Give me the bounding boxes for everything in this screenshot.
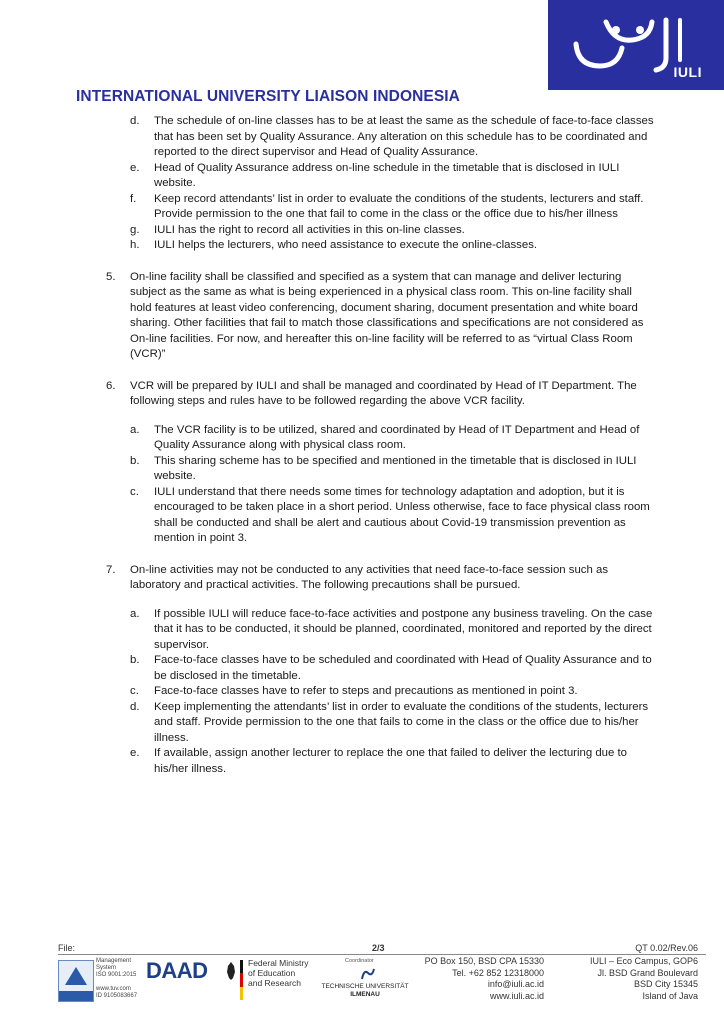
- list-text: Face-to-face classes have to refer to steps and precautions as mentioned in point 3.: [154, 685, 578, 697]
- university-title: INTERNATIONAL UNIVERSITY LIAISON INDONESIA: [76, 88, 460, 105]
- list-text: If available, assign another lecturer to replace the one that failed to deliver the lecturing due to his/her illness.: [154, 747, 628, 775]
- list-text: The VCR facility is to be utilized, shared and coordinated by Head of IT Department and Head of Quality Assurance along with physical class room.: [154, 423, 640, 451]
- list-text: Head of Quality Assurance address on-line schedule in the timetable that is disclosed in IULI website.: [154, 161, 620, 189]
- file-label: File:: [58, 943, 76, 953]
- point-text: VCR will be prepared by IULI and shall be managed and coordinated by Head of IT Department. The following steps and rules have to be followed regarding the above VCR facility.: [130, 379, 637, 407]
- list-marker: g.: [130, 223, 140, 236]
- list-item: [130, 223, 654, 239]
- federal-eagle-icon: [226, 960, 236, 982]
- logo-text: IULI: [673, 64, 702, 80]
- point-marker: 7.: [106, 563, 116, 576]
- list-marker: a.: [130, 607, 140, 620]
- list-item: [130, 161, 654, 192]
- postal-contact: PO Box 150, BSD CPA 15330 Tel. +62 852 12318000 info@iuli.ac.id www.iuli.ac.id: [424, 956, 544, 1001]
- list-marker: e.: [130, 161, 140, 174]
- document-code: QT 0.02/Rev.06: [635, 943, 698, 953]
- list-text: The schedule of on-line classes has to be at least the same as the schedule of face-to-face classes that has been set by Quality Assurance. Any alteration on this schedule has to be coordinated and reported to the direct supervisor and Head of Quality Assurance.: [154, 115, 654, 158]
- bmbf-logo-text: Federal Ministry of Education and Research: [248, 958, 309, 988]
- tuv-certification-icon: [58, 960, 94, 1002]
- list-marker: d.: [130, 115, 140, 127]
- coordinator-label: Coordinator: [345, 958, 374, 964]
- iuli-logo: [548, 0, 724, 90]
- page-footer: [0, 942, 724, 1024]
- point-marker: 5.: [106, 270, 116, 283]
- list-marker: b.: [130, 454, 140, 467]
- list-text: IULI helps the lecturers, who need assistance to execute the online-classes.: [154, 239, 538, 251]
- list-item: [130, 700, 654, 747]
- list-item: [130, 238, 654, 254]
- daad-logo: DAAD: [146, 958, 208, 983]
- list-item: [130, 192, 654, 223]
- list-marker: f.: [130, 192, 137, 205]
- numbered-point-6: [106, 379, 656, 410]
- german-flag-icon: [240, 960, 243, 1000]
- point-text: On-line activities may not be conducted to any activities that need face-to-face session such as laboratory and practical activities. The following precautions shall be pursued.: [130, 563, 609, 591]
- list-item: [130, 607, 654, 654]
- list-marker: d.: [130, 700, 140, 713]
- page-number: 2/3: [372, 943, 385, 953]
- list-marker: h.: [130, 239, 140, 251]
- document-body: [0, 114, 724, 777]
- list-text: This sharing scheme has to be specified and mentioned in the timetable that is disclosed in IULI website.: [154, 454, 637, 482]
- list-item: [130, 684, 654, 700]
- list-marker: a.: [130, 423, 140, 436]
- list-item: [130, 454, 654, 485]
- tu-ilmenau-logo-text: TECHNISCHE UNIVERSITÄT ILMENAU: [321, 983, 409, 998]
- footer-divider: [58, 954, 706, 955]
- point-7-sublist: [0, 607, 724, 778]
- numbered-point-5: [106, 270, 656, 363]
- point-6-sublist: [0, 423, 724, 547]
- list-text: Face-to-face classes have to be scheduled and coordinated with Head of Quality Assurance and to be disclosed in the timetable.: [154, 654, 652, 682]
- list-marker: e.: [130, 747, 140, 759]
- tu-ilmenau-icon: [360, 967, 376, 981]
- list-item: [130, 653, 654, 684]
- point-marker: 6.: [106, 379, 116, 392]
- list-marker: c.: [130, 685, 139, 697]
- list-text: IULI has the right to record all activities in this on-line classes.: [154, 223, 465, 236]
- continued-list: [0, 114, 724, 254]
- list-text: Keep implementing the attendants’ list in order to evaluate the conditions of the students, lecturers and staff. Provide permission to the one that fails to come in the class or the office due to his/her illness.: [154, 700, 649, 744]
- list-text: IULI understand that there needs some times for technology adaptation and adoption, but it is encouraged to be taken place in a short period. Unless otherwise, face to face physical class room shall be conducted and shall be alert and cautious about Covid-19 transmission prevention as mention in point 3.: [154, 485, 650, 544]
- list-item: [130, 485, 654, 547]
- point-text: On-line facility shall be classified and specified as a system that can manage and deliver lecturing subject as the same as what is being experienced in a physical class room. This on-line facility shall hold features at least video conferencing, document sharing, document presentation and white board sharing. Other facilities that fail to match those classifications and specifications are not considered as On-line facilities. For now, and hereafter this on-line facility will be referred to as “virtual Class Room (VCR)”: [130, 270, 644, 360]
- numbered-point-7: [106, 563, 656, 594]
- list-item: [130, 746, 654, 777]
- list-text: Keep record attendants’ list in order to evaluate the conditions of the students, lecturers and staff. Provide permission to the one that fail to come in the class or the office due to his/her illness: [154, 192, 644, 220]
- tuv-certification-text: Management System ISO 9001:2015 www.tuv.com ID 9105083667: [96, 958, 138, 999]
- list-text: If possible IULI will reduce face-to-face activities and postpone any business traveling. On the case that it has to be conducted, it should be planned, coordinated, monitored and reported by the direct supervisor.: [154, 607, 653, 651]
- list-marker: c.: [130, 485, 139, 498]
- list-marker: b.: [130, 654, 140, 666]
- list-item: [130, 423, 654, 454]
- list-item: [130, 114, 654, 161]
- campus-address: IULI – Eco Campus, GOP6 Jl. BSD Grand Boulevard BSD City 15345 Island of Java: [589, 956, 698, 1001]
